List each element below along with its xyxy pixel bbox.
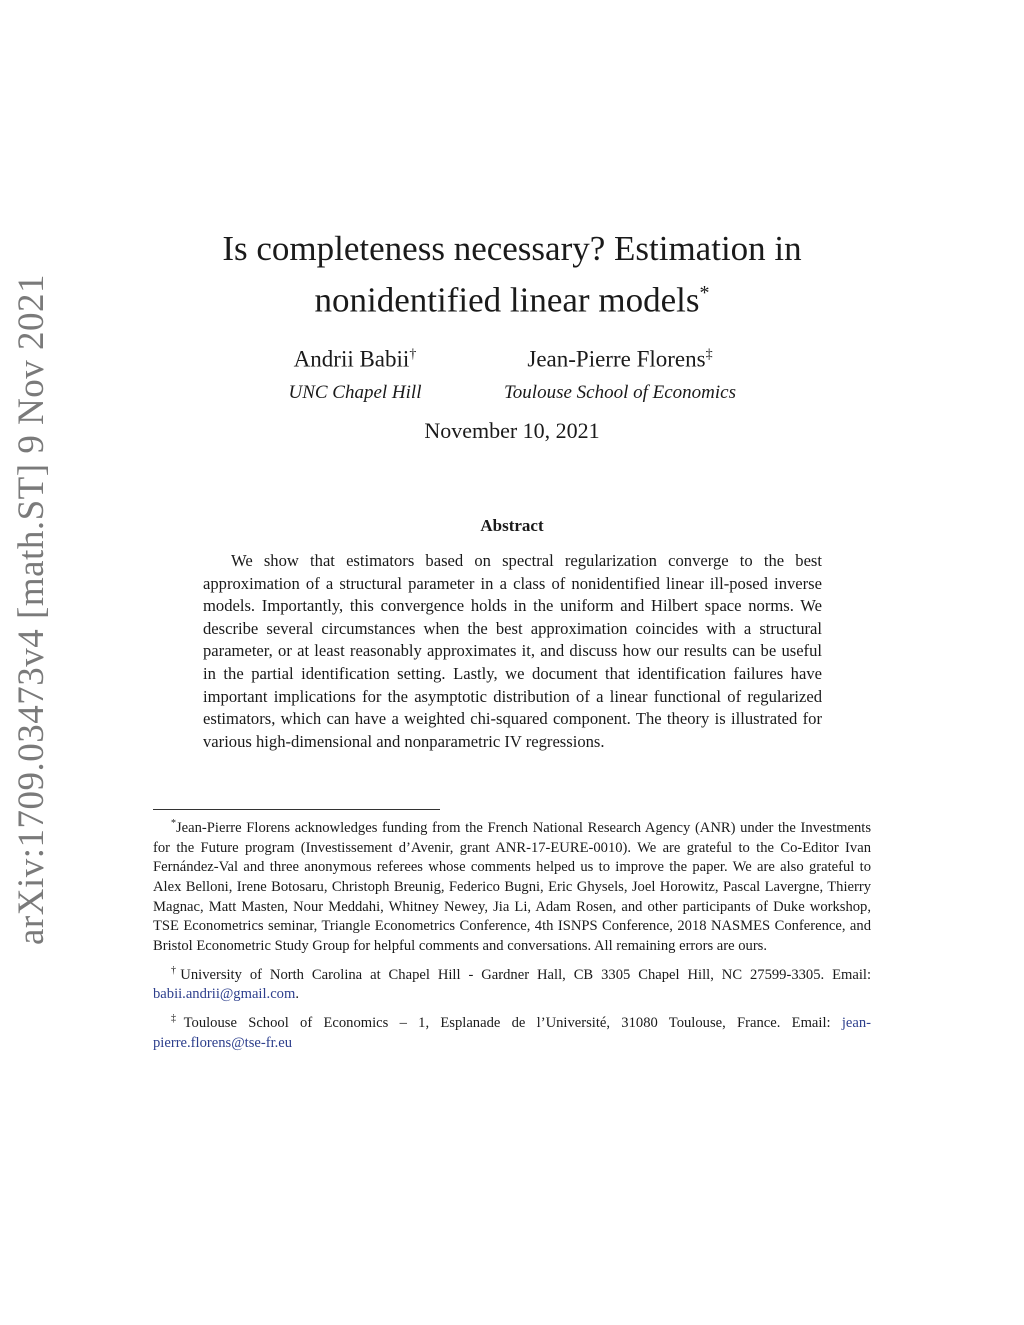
footnote-text-end: . bbox=[295, 986, 299, 1003]
author-name bbox=[260, 340, 450, 375]
footnote-text: University of North Carolina at Chapel Hill - Gardner Hall, CB 3305 Chapel Hill, NC 27599-3305. Email: bbox=[180, 966, 871, 983]
footnote-mark: * bbox=[171, 818, 176, 829]
author-footnote-mark: ‡ bbox=[705, 347, 713, 362]
footnote-funding bbox=[153, 814, 871, 957]
email-link-babii[interactable]: babii.andrii@gmail.com bbox=[153, 986, 296, 1003]
paper-title bbox=[150, 226, 874, 323]
author-name-text: Jean-Pierre Florens bbox=[527, 346, 706, 372]
footnote-mark: ‡ bbox=[171, 1013, 184, 1025]
footnote-divider bbox=[153, 809, 440, 810]
footnotes bbox=[153, 814, 871, 1057]
author-affiliation: Toulouse School of Economics bbox=[503, 381, 737, 403]
footnote-text: Jean-Pierre Florens acknowledges funding from the French National Research Agency (ANR) under the Investments for the Future program (Investissement d’Avenir, grant ANR-17-EURE-0010). We are grateful to the Co-Editor Ivan Fernández-Val and three anonymous referees whose comments helped us to improve the paper. We are also grateful to Alex Belloni, Irene Botosaru, Christoph Breunig, Federico Bugni, Eric Ghysels, Joel Horowitz, Pascal Lavergne, Thierry Magnac, Matt Masten, Nour Meddahi, Whitney Newey, Jia Li, Adam Rosen, and other participants of Duke workshop, TSE Econometrics seminar, Triangle Econometrics Conference, 4th ISNPS Conference, 2018 NASMES Conference, and Bristol Econometric Study Group for helpful comments and conversations. All remaining errors are ours. bbox=[153, 819, 871, 955]
author-block-babii bbox=[260, 340, 450, 407]
abstract-text: We show that estimators based on spectral regularization converge to the best approximation of a structural parameter in a class of nonidentified linear ill-posed inverse models. Importantly, this convergence holds in the uniform and Hilbert space norms. We describe several circumstances when the best approximation coincides with a structural parameter, or at least reasonably approximates it, and discuss how our results can be useful in the partial identification setting. Lastly, we document that identification failures have important implications for the asymptotic distribution of a linear functional of regularized estimators, which can have a weighted chi-squared component. The theory is illustrated for various high-dimensional and nonparametric IV regressions. bbox=[203, 551, 822, 751]
author-block-florens bbox=[480, 340, 760, 407]
author-name-text: Andrii Babii bbox=[293, 346, 410, 372]
publication-date: November 10, 2021 bbox=[424, 418, 600, 443]
footnote-florens-address bbox=[153, 1009, 871, 1053]
arxiv-identifier-stamp: arXiv:1709.03473v4 [math.ST] 9 Nov 2021 bbox=[11, 273, 52, 945]
title-line-2-text: nonidentified linear models bbox=[314, 280, 700, 320]
author-footnote-mark: † bbox=[409, 347, 417, 362]
abstract-heading: Abstract bbox=[480, 516, 544, 535]
author-name bbox=[480, 340, 760, 375]
title-line-2 bbox=[150, 271, 874, 323]
footnote-text: Toulouse School of Economics – 1, Esplanade de l’Université, 31080 Toulouse, France. Email: bbox=[183, 1014, 842, 1031]
footnote-mark: † bbox=[171, 964, 181, 976]
footnote-babii-address bbox=[153, 961, 871, 1005]
title-footnote-mark: * bbox=[699, 282, 710, 304]
title-line-1: Is completeness necessary? Estimation in bbox=[222, 229, 802, 268]
email-link-florens[interactable]: jean-pierre.florens@tse-fr.eu bbox=[153, 1014, 872, 1051]
author-affiliation: UNC Chapel Hill bbox=[288, 381, 422, 403]
